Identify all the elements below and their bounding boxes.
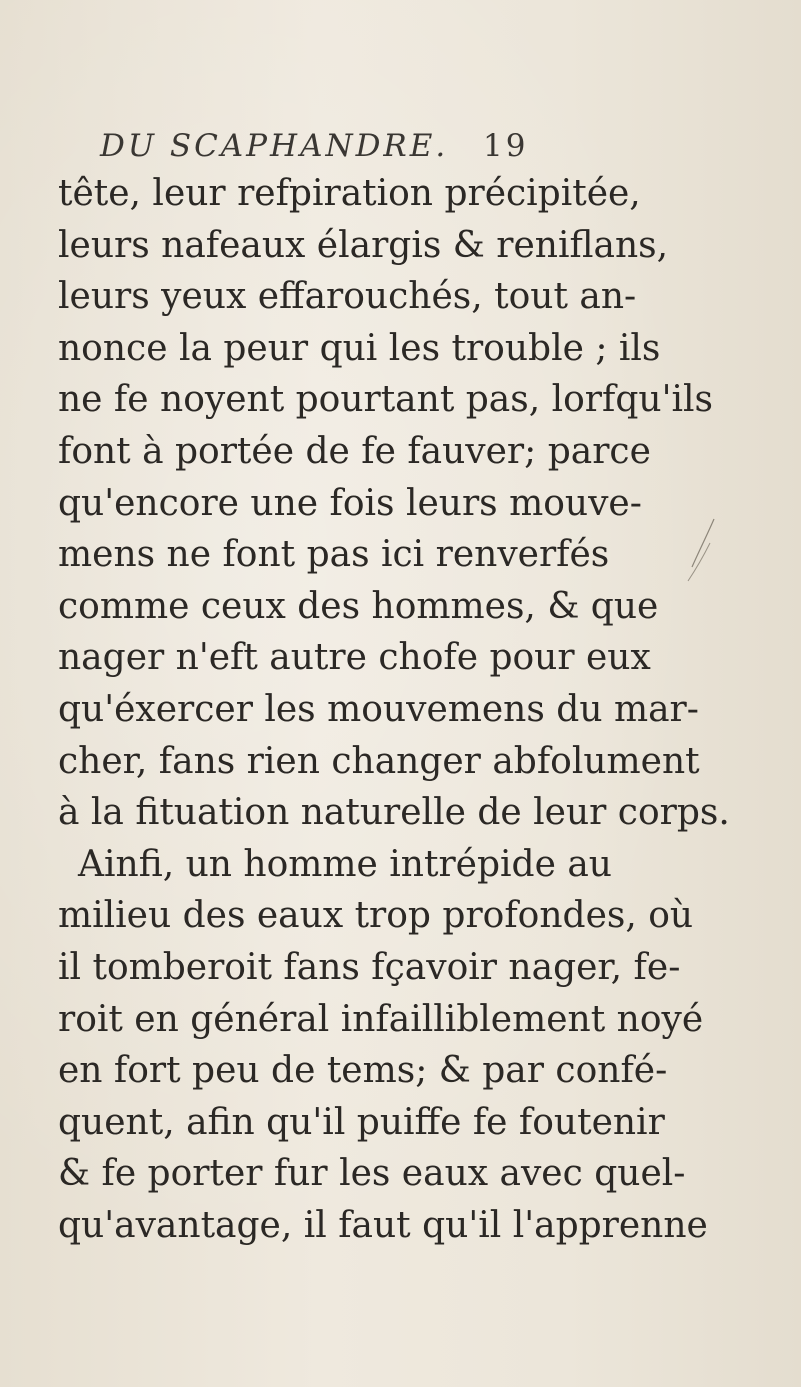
text-line: à la fituation naturelle de leur corps. — [58, 792, 730, 834]
text-line: qu'avantage, il faut qu'il l'apprenne — [58, 1204, 708, 1246]
text-line: leurs yeux effarouchés, tout an- — [58, 276, 637, 318]
text-line: font à portée de fe fauver; parce — [58, 430, 651, 472]
text-line: en fort peu de tems; & par confé- — [58, 1050, 668, 1092]
running-head — [100, 128, 540, 168]
text-line: ne fe noyent pourtant pas, lorfqu'ils — [58, 379, 713, 421]
paragraph-start-line: Ainfi, un homme intrépide au — [78, 843, 612, 885]
text-line: il tomberoit fans fçavoir nager, fe- — [58, 946, 681, 988]
body-text — [58, 168, 758, 1251]
text-line: nonce la peur qui les trouble ; ils — [58, 327, 661, 369]
text-line: mens ne font pas ici renverfés — [58, 534, 610, 576]
text-line: quent, afin qu'il puiffe fe foutenir — [58, 1101, 665, 1143]
text-line: comme ceux des hommes, & que — [58, 585, 659, 627]
text-line: qu'éxercer les mouvemens du mar- — [58, 688, 699, 730]
page-number: 19 — [483, 128, 529, 164]
text-line: tête, leur refpiration précipitée, — [58, 173, 641, 214]
text-line: milieu des eaux trop profondes, où — [58, 895, 694, 937]
text-line: leurs nafeaux élargis & reniflans, — [58, 224, 669, 266]
text-line: & fe porter fur les eaux avec quel- — [58, 1153, 686, 1195]
running-head-title: DU SCAPHANDRE. — [100, 128, 449, 164]
text-line: nager n'eft autre chofe pour eux — [58, 637, 651, 679]
text-line: qu'encore une fois leurs mouve- — [58, 482, 642, 524]
text-line: cher, fans rien changer abfolument — [58, 740, 700, 782]
text-line: roit en général infailliblement noyé — [58, 998, 704, 1040]
margin-pencil-mark — [680, 515, 720, 585]
